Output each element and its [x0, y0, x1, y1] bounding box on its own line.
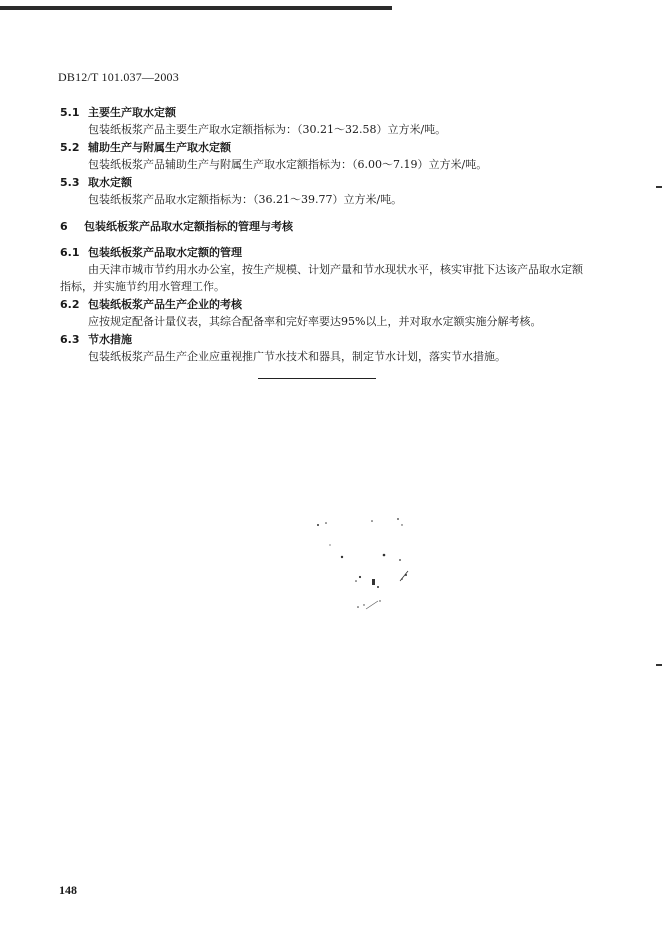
section-5-3-text: 包装纸板浆产品取水定额指标为：（36.21～39.77）立方米/吨。	[88, 193, 403, 206]
section-6-1-text-line1: 由天津市城市节约用水办公室，按生产规模、计划产量和节水现状水平，核实审批下达该产品取水定额	[88, 263, 583, 276]
page-number: 148	[59, 883, 77, 897]
section-number: 6.2	[60, 298, 80, 311]
document-code: DB12/T 101.037—2003	[58, 70, 179, 84]
section-title: 包装纸板浆产品取水定额指标的管理与考核	[84, 220, 293, 233]
section-number: 5.3	[60, 176, 80, 189]
section-5-1-heading	[60, 105, 176, 120]
section-number: 6.1	[60, 246, 80, 259]
section-6-3-heading	[60, 332, 132, 347]
section-6-2-text: 应按规定配备计量仪表，其综合配备率和完好率要达95%以上，并对取水定额实施分解考核。	[88, 315, 542, 328]
section-number: 5.2	[60, 141, 80, 154]
section-title: 辅助生产与附属生产取水定额	[88, 141, 231, 154]
section-title: 包装纸板浆产品取水定额的管理	[88, 246, 242, 259]
section-title: 包装纸板浆产品生产企业的考核	[88, 298, 242, 311]
scan-top-rule	[0, 6, 392, 10]
section-number: 5.1	[60, 106, 80, 119]
end-of-text-rule	[258, 378, 376, 379]
section-number: 6	[60, 220, 68, 233]
scan-noise	[300, 505, 430, 625]
section-5-1-text: 包装纸板浆产品主要生产取水定额指标为：（30.21～32.58）立方米/吨。	[88, 123, 447, 136]
section-6-1-heading	[60, 245, 242, 260]
section-6-3-text: 包装纸板浆产品生产企业应重视推广节水技术和器具，制定节水计划，落实节水措施。	[88, 350, 506, 363]
section-5-2-text: 包装纸板浆产品辅助生产与附属生产取水定额指标为：（6.00～7.19）立方米/吨。	[88, 158, 488, 171]
section-6-1-text-line2: 指标，并实施节约用水管理工作。	[60, 280, 225, 293]
section-title: 主要生产取水定额	[88, 106, 176, 119]
section-number: 6.3	[60, 333, 80, 346]
section-6-heading	[60, 219, 293, 234]
section-title: 节水措施	[88, 333, 132, 346]
section-5-3-heading	[60, 175, 132, 190]
section-6-2-heading	[60, 297, 242, 312]
scan-edge-mark	[656, 186, 662, 188]
section-5-2-heading	[60, 140, 231, 155]
scan-edge-mark	[656, 664, 662, 666]
section-title: 取水定额	[88, 176, 132, 189]
